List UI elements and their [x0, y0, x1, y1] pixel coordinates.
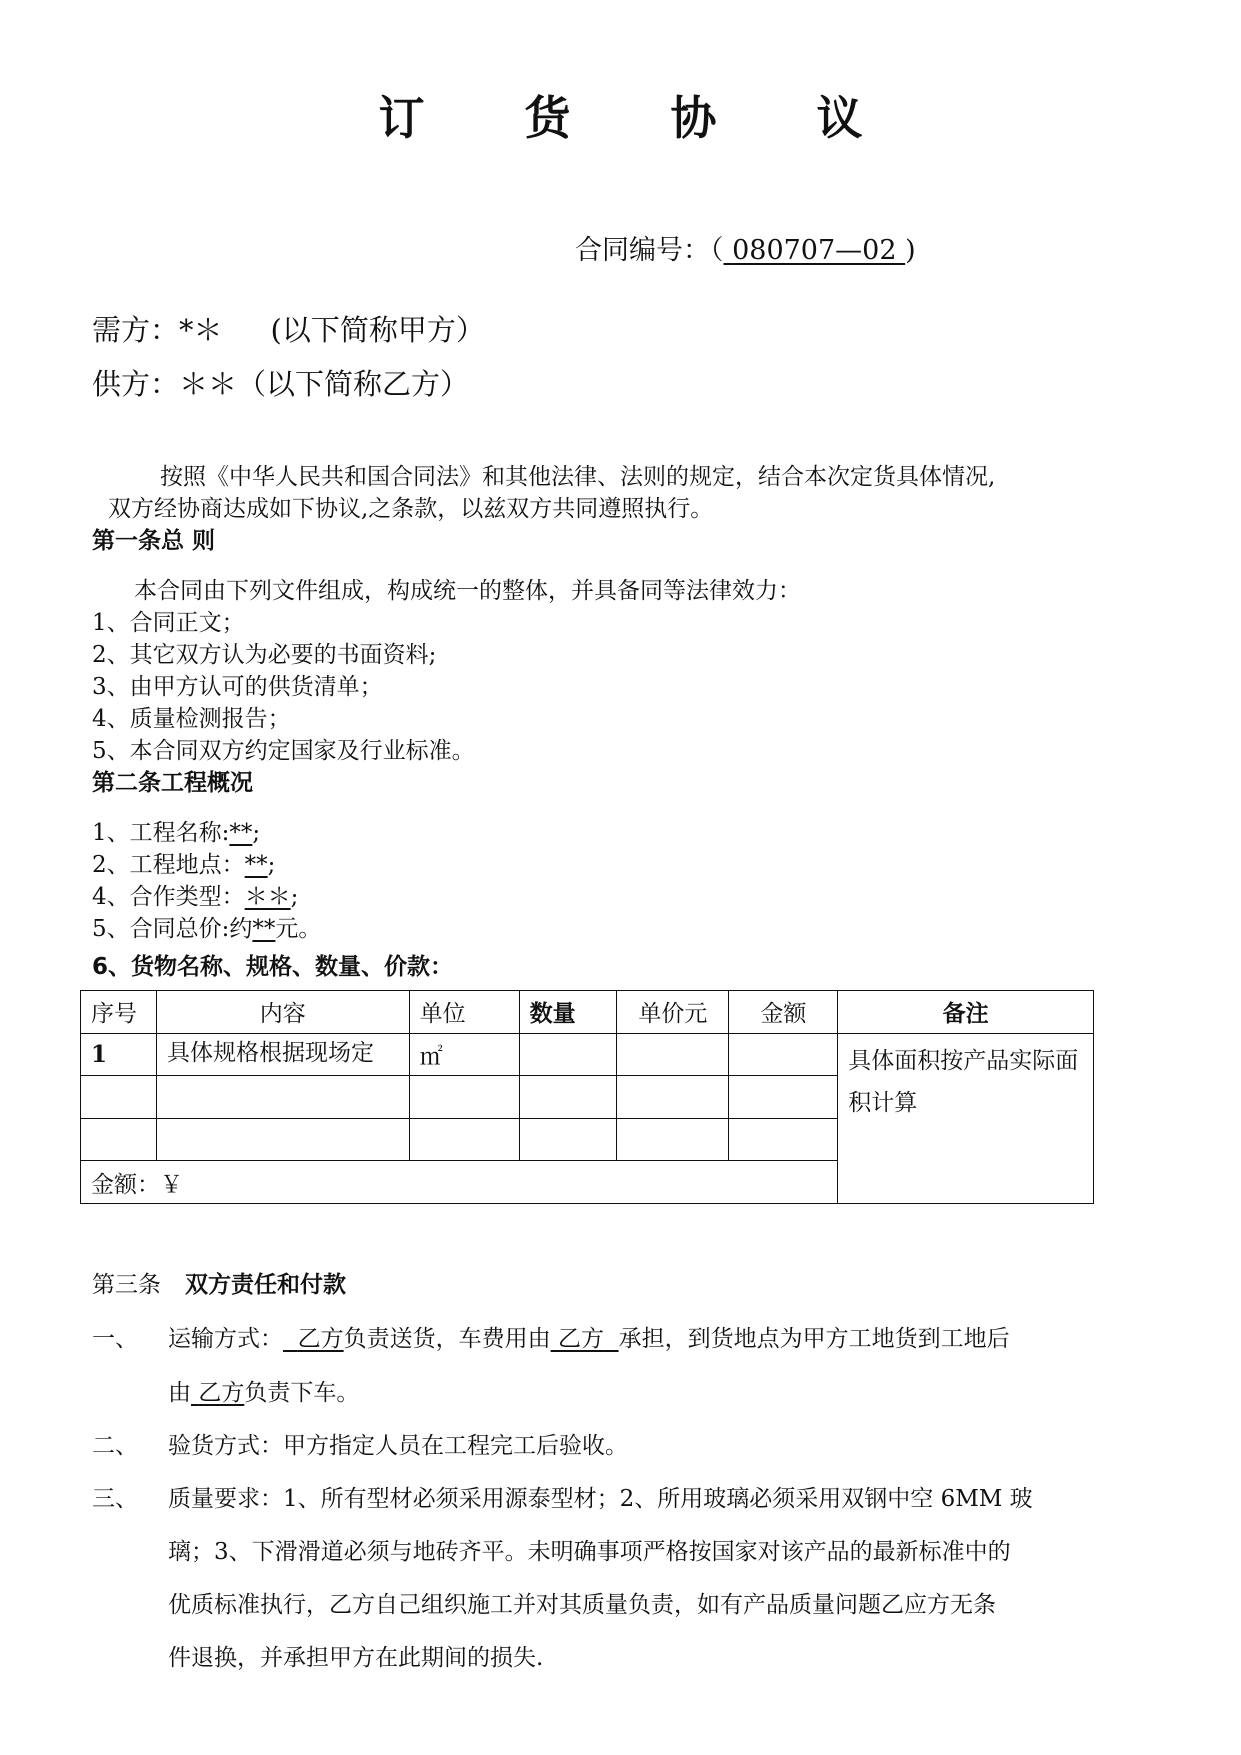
goods-heading: 6、货物名称、规格、数量、价款： — [92, 954, 454, 980]
supply-party — [92, 362, 469, 403]
article2-heading: 第二条工程概况 — [92, 770, 253, 796]
article1-item: 1、合同正文； — [92, 610, 245, 636]
contract-number-close: ) — [905, 235, 916, 266]
header-cell: 数量 — [519, 991, 617, 1034]
contract-number — [575, 228, 916, 267]
table-cell — [81, 1076, 157, 1119]
clause-number: 一、 — [92, 1326, 138, 1352]
table-cell: ㎡ — [409, 1033, 519, 1076]
table-cell — [409, 1076, 519, 1119]
clause-number: 三、 — [92, 1486, 138, 1512]
table-cell — [519, 1076, 617, 1119]
cooperation-type: 4、合作类型：＊＊; — [92, 884, 299, 910]
intro-line-2: 双方经协商达成如下协议,之条款，以兹双方共同遵照执行。 — [108, 496, 714, 522]
project-name: 1、工程名称:**; — [92, 820, 261, 846]
table-header-row — [81, 991, 1094, 1034]
table-row — [81, 1033, 1094, 1076]
header-cell: 单价元 — [617, 991, 729, 1034]
clause-transport-cont: 由 乙方负责下车。 — [168, 1380, 360, 1406]
article3-heading — [92, 1266, 346, 1299]
table-cell — [409, 1118, 519, 1161]
table-cell — [81, 1118, 157, 1161]
project-location: 2、工程地点：**; — [92, 852, 276, 878]
total-amount-cell: 金额：￥ — [81, 1161, 838, 1204]
table-cell — [729, 1033, 838, 1076]
article1-lead: 本合同由下列文件组成，构成统一的整体，并具备同等法律效力： — [134, 578, 801, 604]
article1-item: 3、由甲方认可的供货清单； — [92, 674, 383, 700]
article1-item: 2、其它双方认为必要的书面资料; — [92, 642, 437, 668]
table-cell — [729, 1076, 838, 1119]
clause-quality-line: 优质标准执行，乙方自己组织施工并对其质量负责，如有产品质量问题乙应方无条 — [168, 1592, 996, 1618]
demand-party — [92, 308, 485, 349]
table-cell: 具体规格根据现场定 — [156, 1033, 409, 1076]
article1-heading: 第一条总 则 — [92, 528, 216, 554]
table-cell — [519, 1118, 617, 1161]
clause-quality-line: 璃；3、下滑滑道必须与地砖齐平。未明确事项严格按国家对该产品的最新标准中的 — [168, 1539, 1011, 1565]
remark-cell: 具体面积按产品实际面积计算 — [838, 1033, 1094, 1203]
header-cell: 单位 — [409, 991, 519, 1034]
contract-total: 5、合同总价:约**元。 — [92, 916, 322, 942]
header-cell: 内容 — [156, 991, 409, 1034]
supply-party-label: 供方： — [92, 367, 180, 401]
clause-quality-line: 质量要求：1、所有型材必须采用源泰型材；2、所用玻璃必须采用双钢中空 6MM 玻 — [168, 1486, 1033, 1512]
demand-party-note: (以下简称甲方） — [270, 313, 485, 347]
article1-item: 4、质量检测报告； — [92, 706, 291, 732]
goods-table — [80, 990, 1094, 1204]
article3-title: 双方责任和付款 — [185, 1272, 346, 1298]
table-cell — [617, 1076, 729, 1119]
supply-party-note: （以下简称乙方） — [237, 367, 470, 401]
header-cell: 序号 — [81, 991, 157, 1034]
header-cell: 金额 — [729, 991, 838, 1034]
table-cell: 1 — [81, 1033, 157, 1076]
demand-party-label: 需方： — [92, 313, 180, 347]
article1-item: 5、本合同双方约定国家及行业标准。 — [92, 738, 475, 764]
clause-quality-line: 件退换，并承担甲方在此期间的损失. — [168, 1645, 544, 1671]
table-cell — [156, 1118, 409, 1161]
header-cell: 备注 — [838, 991, 1094, 1034]
contract-number-value: 080707—02 — [732, 235, 897, 266]
table-cell — [617, 1118, 729, 1161]
clause-inspection: 验货方式：甲方指定人员在工程完工后验收。 — [168, 1433, 628, 1459]
document-title: 订 货 协 议 — [378, 91, 905, 145]
table-cell — [729, 1118, 838, 1161]
table-cell — [617, 1033, 729, 1076]
clause-number: 二、 — [92, 1433, 138, 1459]
supply-party-name: ＊＊ — [179, 367, 238, 401]
intro-line-1: 按照《中华人民共和国合同法》和其他法律、法则的规定，结合本次定货具体情况, — [160, 464, 996, 490]
demand-party-name: *＊ — [179, 313, 223, 347]
clause-transport: 运输方式： 乙方负责送货，车费用由 乙方 承担，到货地点为甲方工地货到工地后 — [168, 1326, 1010, 1352]
table-cell — [519, 1033, 617, 1076]
article3-prefix: 第三条 — [92, 1272, 161, 1298]
table-cell — [156, 1076, 409, 1119]
contract-number-label: 合同编号：（ — [575, 235, 724, 266]
